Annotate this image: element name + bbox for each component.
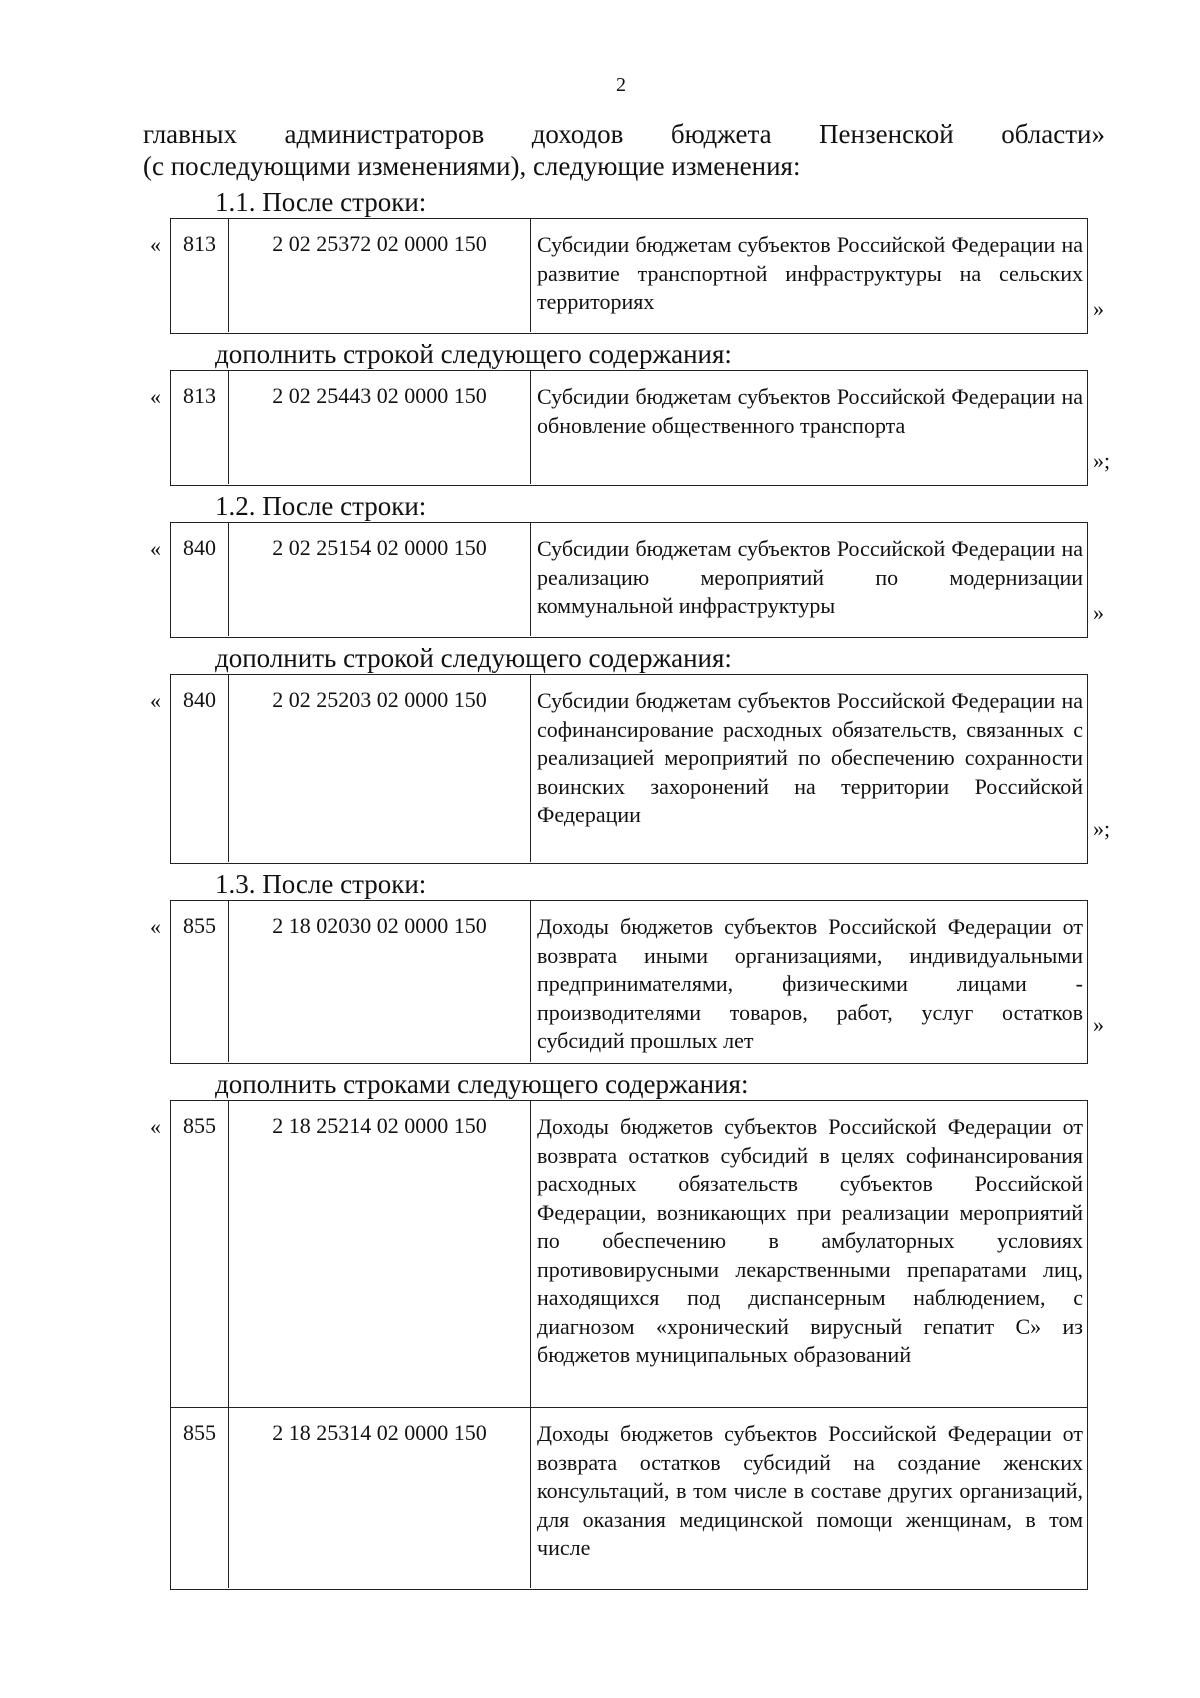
open-quote: « xyxy=(150,384,161,409)
revenue-code-cell: 2 18 25314 02 0000 150 xyxy=(229,1408,531,1588)
revenue-code-cell: 2 18 02030 02 0000 150 xyxy=(229,901,531,1062)
admin-code-cell: 855 xyxy=(171,901,229,1062)
open-quote: « xyxy=(150,1114,161,1139)
close-quote: » xyxy=(1093,1012,1104,1037)
admin-code-cell: 840 xyxy=(171,675,229,862)
section-heading-1-1: 1.1. После строки: xyxy=(215,187,427,217)
table-row-855-02030 xyxy=(170,900,1088,1064)
table-row-813-25443 xyxy=(170,370,1088,486)
revenue-code-cell: 2 02 25203 02 0000 150 xyxy=(229,675,531,862)
section-heading-1-2: 1.2. После строки: xyxy=(215,491,427,521)
section-heading-1-3: 1.3. После строки: xyxy=(215,869,427,899)
description-cell: Субсидии бюджетам субъектов Российской Федерации на софинансирование расходных обязательств, связанных с реализацией мероприятий по обеспечению сохранности воинских захоронений на территории Российской Федерации xyxy=(537,688,1083,827)
table-row-840-25203 xyxy=(170,674,1088,864)
table-row xyxy=(171,1407,1087,1588)
description-cell: Субсидии бюджетам субъектов Российской Федерации на обновление общественного транспорта xyxy=(537,384,1083,438)
table-row-840-25154 xyxy=(170,522,1088,638)
table-rows-855-new xyxy=(170,1100,1088,1590)
intro-word: области» xyxy=(1001,119,1105,149)
intro-word: администраторов xyxy=(284,119,485,149)
close-quote: » xyxy=(1093,296,1104,321)
description-cell: Доходы бюджетов субъектов Российской Федерации от возврата остатков субсидий в целях софинансирования расходных обязательств субъектов Российской Федерации, возникающих при реализации мероприятий по обеспечению в амбулаторных условиях противовирусными лекарственными препаратами лиц, находящихся под диспансерным наблюдением, с диагнозом «хронический вирусный гепатит С» из бюджетов муниципальных образований xyxy=(537,1114,1083,1367)
open-quote: « xyxy=(150,232,161,257)
intro-word: главных xyxy=(143,119,237,149)
table-row-813-25372 xyxy=(170,218,1088,334)
admin-code-cell: 855 xyxy=(171,1408,229,1588)
table-row xyxy=(171,1101,1087,1407)
admin-code-cell: 855 xyxy=(171,1101,229,1407)
page-number: 2 xyxy=(616,74,626,96)
open-quote: « xyxy=(150,688,161,713)
description-cell: Субсидии бюджетам субъектов Российской Федерации на реализацию мероприятий по модернизации коммунальной инфраструктуры xyxy=(537,536,1083,618)
add-line-1-1: дополнить строкой следующего содержания: xyxy=(215,339,732,369)
admin-code-cell: 813 xyxy=(171,371,229,484)
table-row xyxy=(171,523,1087,636)
revenue-code-cell: 2 18 25214 02 0000 150 xyxy=(229,1101,531,1407)
add-line-1-2: дополнить строкой следующего содержания: xyxy=(215,643,732,673)
description-cell: Субсидии бюджетам субъектов Российской Федерации на развитие транспортной инфраструктуры на сельских территориях xyxy=(537,232,1083,314)
admin-code-cell: 840 xyxy=(171,523,229,636)
table-row xyxy=(171,219,1087,332)
close-quote-semicolon: »; xyxy=(1093,816,1111,841)
table-row xyxy=(171,675,1087,862)
table-row xyxy=(171,901,1087,1062)
intro-line-2: (с последующими изменениями), следующие изменения: xyxy=(143,151,801,181)
open-quote: « xyxy=(150,914,161,939)
description-cell: Доходы бюджетов субъектов Российской Федерации от возврата остатков субсидий на создание женских консультаций, в том числе в составе других организаций, для оказания медицинской помощи женщинам, в том числе xyxy=(537,1421,1083,1560)
revenue-code-cell: 2 02 25372 02 0000 150 xyxy=(229,219,531,332)
description-cell: Доходы бюджетов субъектов Российской Федерации от возврата иными организациями, индивидуальными предпринимателями, физическими лицами - производителями товаров, работ, услуг остатков субсидий прошлых лет xyxy=(537,914,1083,1053)
revenue-code-cell: 2 02 25443 02 0000 150 xyxy=(229,371,531,484)
close-quote: » xyxy=(1093,600,1104,625)
revenue-code-cell: 2 02 25154 02 0000 150 xyxy=(229,523,531,636)
admin-code-cell: 813 xyxy=(171,219,229,332)
table-row xyxy=(171,371,1087,484)
intro-word: Пензенской xyxy=(819,119,954,149)
close-quote-semicolon: »; xyxy=(1093,448,1111,473)
intro-word: бюджета xyxy=(670,119,772,149)
add-line-1-3: дополнить строками следующего содержания: xyxy=(215,1069,749,1099)
intro-line-1 xyxy=(143,118,1105,150)
intro-word: доходов xyxy=(531,119,624,149)
open-quote: « xyxy=(150,536,161,561)
